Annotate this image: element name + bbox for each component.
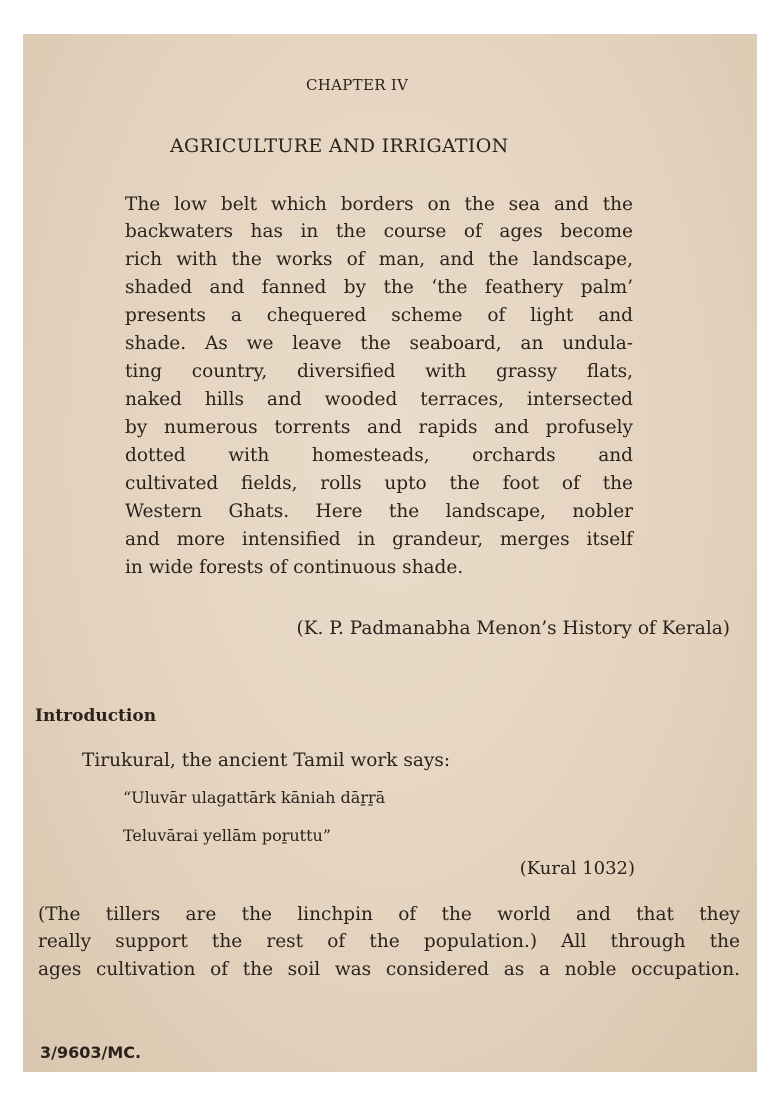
epigraph-line: by numerous torrents and rapids and profusely [125,417,633,438]
epigraph-line: ting country, diversified with grassy flats, [125,361,633,382]
chapter-title: AGRICULTURE AND IRRIGATION [170,135,509,157]
paragraph-line: really support the rest of the population.) All through the [38,931,740,952]
section-heading: Introduction [35,706,157,726]
epigraph-line: Western Ghats. Here the landscape, nobler [125,501,633,522]
epigraph-line: naked hills and wooded terraces, intersected [125,389,633,410]
epigraph-line: in wide forests of continuous shade. [125,557,464,578]
epigraph-line: presents a chequered scheme of light and [125,305,633,326]
chapter-number: CHAPTER IV [306,76,409,94]
epigraph-line: cultivated fields, rolls upto the foot of the [125,473,633,494]
footer-code: 3/9603/MC. [40,1043,142,1062]
epigraph-attribution: (K. P. Padmanabha Menon’s History of Kerala) [296,618,730,639]
intro-line: Tirukural, the ancient Tamil work says: [82,750,451,771]
epigraph-line: shaded and fanned by the ‘the feathery palm’ [125,277,633,298]
quote-source: (Kural 1032) [519,858,635,879]
epigraph-line: dotted with homesteads, orchards and [125,445,633,466]
quote-line: “Uluvār ulagattārk kāniah dāṟṟā [123,788,386,807]
quote-line: Teluvārai yellām poṟuttu” [123,826,331,845]
epigraph-line: The low belt which borders on the sea and the [125,194,633,215]
epigraph-line: rich with the works of man, and the landscape, [125,249,633,270]
epigraph-line: backwaters has in the course of ages become [125,221,633,242]
paragraph-line: ages cultivation of the soil was considered as a noble occupation. [38,959,740,980]
epigraph-line: shade. As we leave the seaboard, an undula- [125,333,633,354]
paragraph-line: (The tillers are the linchpin of the world and that they [38,904,740,925]
epigraph-line: and more intensified in grandeur, merges itself [125,529,633,550]
